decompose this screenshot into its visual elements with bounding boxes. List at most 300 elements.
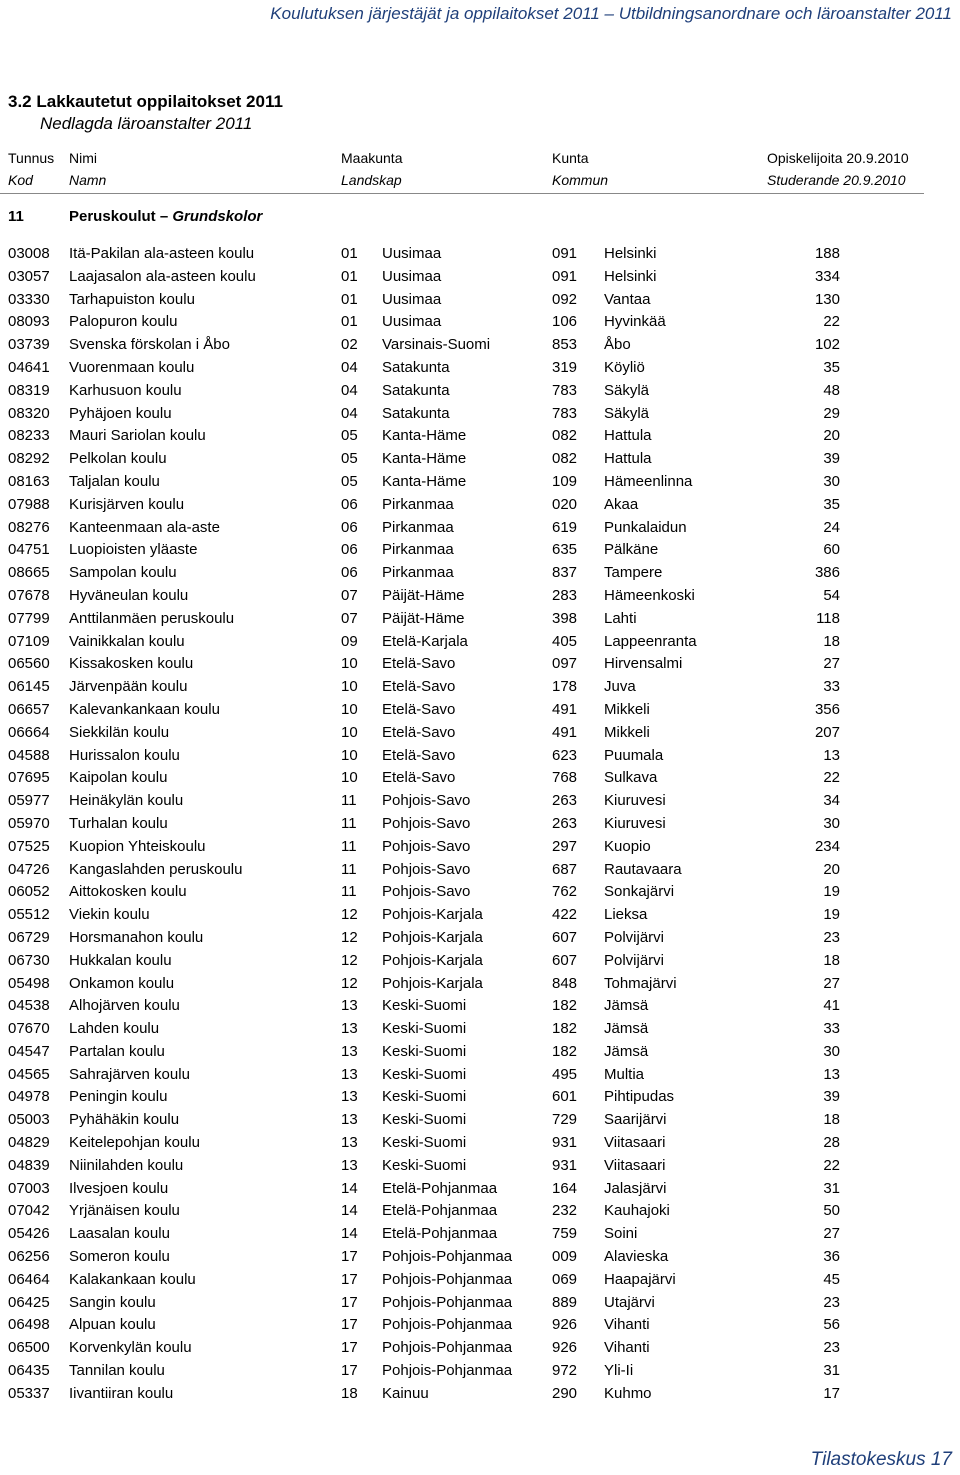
table-row — [0, 587, 924, 610]
cell-nimi: Partalan koulu — [69, 1042, 165, 1060]
cell-tunnus: 04829 — [8, 1134, 50, 1152]
cell-opiskelijoita: 22 — [823, 1156, 840, 1174]
cell-maakunta-code: 14 — [341, 1202, 358, 1220]
cell-maakunta-name: Varsinais-Suomi — [382, 336, 491, 354]
cell-kunta-code: 491 — [552, 723, 578, 741]
cell-opiskelijoita: 20 — [823, 427, 840, 445]
cell-maakunta-code: 11 — [341, 837, 357, 855]
cell-maakunta-name: Keski-Suomi — [382, 1134, 467, 1152]
table-row — [0, 1088, 924, 1111]
cell-opiskelijoita: 27 — [823, 1225, 840, 1243]
cell-maakunta-code: 11 — [341, 792, 357, 810]
cell-maakunta-code: 01 — [341, 313, 358, 331]
cell-maakunta-name: Kainuu — [382, 1384, 429, 1402]
cell-opiskelijoita: 18 — [823, 632, 840, 650]
column-header-kunta: Kunta — [552, 150, 589, 166]
cell-nimi: Viekin koulu — [69, 906, 150, 924]
cell-kunta-name: Vihanti — [604, 1316, 650, 1334]
cell-maakunta-code: 11 — [341, 860, 357, 878]
cell-opiskelijoita: 28 — [823, 1134, 840, 1152]
cell-maakunta-name: Pohjois-Savo — [382, 792, 471, 810]
cell-opiskelijoita: 20 — [823, 860, 840, 878]
section-title: 3.2 Lakkautetut oppilaitokset 2011 — [8, 92, 283, 111]
cell-maakunta-name: Pirkanmaa — [382, 541, 454, 559]
cell-maakunta-name: Pohjois-Karjala — [382, 951, 483, 969]
column-header-opiskelijoita: Opiskelijoita 20.9.2010 — [767, 150, 909, 166]
cell-kunta-code: 069 — [552, 1270, 578, 1288]
cell-kunta-code: 009 — [552, 1248, 578, 1266]
page-footer: Tilastokeskus 17 — [810, 1449, 952, 1470]
cell-maakunta-code: 13 — [341, 1111, 358, 1129]
cell-nimi: Pyhäjoen koulu — [69, 404, 172, 422]
cell-opiskelijoita: 19 — [823, 883, 840, 901]
group-name — [69, 208, 262, 225]
cell-nimi: Svenska förskolan i Åbo — [69, 336, 230, 354]
cell-nimi: Lahden koulu — [69, 1020, 160, 1038]
cell-maakunta-name: Etelä-Savo — [382, 723, 456, 741]
cell-opiskelijoita: 30 — [823, 1042, 840, 1060]
cell-nimi: Kalakankaan koulu — [69, 1270, 196, 1288]
cell-maakunta-name: Kanta-Häme — [382, 472, 467, 490]
cell-kunta-code: 759 — [552, 1225, 578, 1243]
cell-kunta-code: 319 — [552, 358, 578, 376]
cell-tunnus: 05512 — [8, 906, 50, 924]
cell-nimi: Kuopion Yhteiskoulu — [69, 837, 206, 855]
cell-maakunta-code: 12 — [341, 951, 358, 969]
cell-kunta-name: Kiuruvesi — [604, 792, 666, 810]
cell-maakunta-name: Kanta-Häme — [382, 427, 467, 445]
cell-maakunta-code: 06 — [341, 541, 358, 559]
column-header-maakunta: Maakunta — [341, 150, 403, 166]
cell-kunta-code: 853 — [552, 336, 578, 354]
cell-tunnus: 08320 — [8, 404, 50, 422]
column-header-kod: Kod — [8, 172, 33, 188]
cell-tunnus: 06498 — [8, 1316, 50, 1334]
cell-maakunta-code: 14 — [341, 1179, 358, 1197]
cell-kunta-name: Akaa — [604, 495, 639, 513]
cell-opiskelijoita: 22 — [823, 313, 840, 331]
cell-tunnus: 08233 — [8, 427, 50, 445]
cell-tunnus: 05003 — [8, 1111, 50, 1129]
table-header-sv — [0, 172, 924, 194]
cell-maakunta-name: Etelä-Pohjanmaa — [382, 1202, 498, 1220]
cell-kunta-name: Yli-Ii — [604, 1362, 634, 1380]
table-row — [0, 861, 924, 884]
cell-kunta-name: Utajärvi — [604, 1293, 655, 1311]
cell-opiskelijoita: 19 — [823, 906, 840, 924]
group-name-sep: – — [155, 208, 173, 225]
table-row — [0, 1066, 924, 1089]
cell-kunta-code: 783 — [552, 381, 578, 399]
cell-opiskelijoita: 18 — [823, 951, 840, 969]
cell-maakunta-code: 06 — [341, 495, 358, 513]
cell-tunnus: 05498 — [8, 974, 50, 992]
cell-kunta-name: Saarijärvi — [604, 1111, 667, 1129]
cell-opiskelijoita: 356 — [814, 700, 840, 718]
cell-opiskelijoita: 234 — [814, 837, 840, 855]
cell-nimi: Kaipolan koulu — [69, 769, 168, 787]
cell-tunnus: 03330 — [8, 290, 50, 308]
cell-nimi: Hukkalan koulu — [69, 951, 172, 969]
cell-tunnus: 06256 — [8, 1248, 50, 1266]
cell-maakunta-code: 17 — [341, 1248, 358, 1266]
table-row — [0, 1134, 924, 1157]
cell-kunta-code: 422 — [552, 906, 578, 924]
table-row — [0, 336, 924, 359]
cell-nimi: Iivantiiran koulu — [69, 1384, 174, 1402]
table-row — [0, 906, 924, 929]
cell-maakunta-code: 12 — [341, 928, 358, 946]
cell-nimi: Yrjänäisen koulu — [69, 1202, 180, 1220]
cell-nimi: Kurisjärven koulu — [69, 495, 185, 513]
cell-maakunta-code: 01 — [341, 267, 358, 285]
table-row — [0, 883, 924, 906]
cell-opiskelijoita: 31 — [823, 1179, 840, 1197]
table-row — [0, 1157, 924, 1180]
cell-tunnus: 04751 — [8, 541, 50, 559]
cell-nimi: Karhusuon koulu — [69, 381, 182, 399]
cell-maakunta-code: 13 — [341, 1156, 358, 1174]
cell-kunta-name: Jämsä — [604, 1042, 649, 1060]
cell-maakunta-name: Uusimaa — [382, 313, 442, 331]
cell-opiskelijoita: 207 — [814, 723, 840, 741]
table-row — [0, 519, 924, 542]
cell-maakunta-code: 10 — [341, 700, 358, 718]
cell-nimi: Kissakosken koulu — [69, 655, 194, 673]
cell-maakunta-name: Pirkanmaa — [382, 495, 454, 513]
table-row — [0, 405, 924, 428]
cell-nimi: Kalevankankaan koulu — [69, 700, 220, 718]
table-row — [0, 975, 924, 998]
cell-maakunta-code: 10 — [341, 678, 358, 696]
table-row — [0, 1316, 924, 1339]
cell-opiskelijoita: 29 — [823, 404, 840, 422]
cell-tunnus: 07109 — [8, 632, 50, 650]
cell-maakunta-code: 11 — [341, 814, 357, 832]
cell-tunnus: 08276 — [8, 518, 50, 536]
cell-tunnus: 07525 — [8, 837, 50, 855]
cell-opiskelijoita: 35 — [823, 358, 840, 376]
cell-maakunta-code: 12 — [341, 974, 358, 992]
cell-kunta-code: 783 — [552, 404, 578, 422]
cell-kunta-code: 848 — [552, 974, 578, 992]
cell-maakunta-name: Keski-Suomi — [382, 1111, 467, 1129]
cell-tunnus: 08292 — [8, 450, 50, 468]
table-row — [0, 564, 924, 587]
cell-kunta-name: Hyvinkää — [604, 313, 666, 331]
table-row — [0, 450, 924, 473]
cell-kunta-code: 398 — [552, 609, 578, 627]
cell-opiskelijoita: 54 — [823, 586, 840, 604]
cell-nimi: Järvenpään koulu — [69, 678, 188, 696]
cell-kunta-name: Viitasaari — [604, 1156, 666, 1174]
cell-kunta-name: Kauhajoki — [604, 1202, 670, 1220]
cell-maakunta-code: 13 — [341, 1065, 358, 1083]
cell-kunta-name: Puumala — [604, 746, 664, 764]
cell-tunnus: 04726 — [8, 860, 50, 878]
cell-kunta-code: 097 — [552, 655, 578, 673]
column-header-studerande: Studerande 20.9.2010 — [767, 172, 906, 188]
table-row — [0, 678, 924, 701]
cell-maakunta-name: Päijät-Häme — [382, 609, 465, 627]
cell-maakunta-name: Keski-Suomi — [382, 1065, 467, 1083]
cell-opiskelijoita: 118 — [816, 609, 840, 627]
cell-maakunta-name: Satakunta — [382, 404, 450, 422]
cell-nimi: Keitelepohjan koulu — [69, 1134, 200, 1152]
cell-maakunta-name: Kanta-Häme — [382, 450, 467, 468]
cell-tunnus: 04641 — [8, 358, 50, 376]
cell-tunnus: 04588 — [8, 746, 50, 764]
cell-kunta-name: Helsinki — [604, 245, 657, 262]
cell-maakunta-name: Keski-Suomi — [382, 1020, 467, 1038]
table-row — [0, 952, 924, 975]
cell-maakunta-name: Pohjois-Savo — [382, 837, 471, 855]
cell-kunta-code: 687 — [552, 860, 578, 878]
cell-kunta-name: Pälkäne — [604, 541, 659, 559]
cell-nimi: Tannilan koulu — [69, 1362, 165, 1380]
cell-opiskelijoita: 386 — [814, 564, 840, 582]
cell-nimi: Korvenkylän koulu — [69, 1339, 192, 1357]
cell-nimi: Hurissalon koulu — [69, 746, 180, 764]
cell-kunta-code: 182 — [552, 1020, 578, 1038]
cell-kunta-code: 178 — [552, 678, 578, 696]
cell-maakunta-name: Pohjois-Pohjanmaa — [382, 1362, 513, 1380]
cell-kunta-name: Mikkeli — [604, 700, 650, 718]
cell-kunta-code: 729 — [552, 1111, 578, 1129]
cell-tunnus: 05337 — [8, 1384, 50, 1402]
cell-kunta-name: Mikkeli — [604, 723, 650, 741]
cell-opiskelijoita: 39 — [823, 450, 840, 468]
table-row — [0, 1225, 924, 1248]
cell-maakunta-name: Uusimaa — [382, 245, 442, 262]
cell-nimi: Anttilanmäen peruskoulu — [69, 609, 235, 627]
cell-kunta-name: Hämeenlinna — [604, 472, 693, 490]
cell-tunnus: 06664 — [8, 723, 50, 741]
cell-maakunta-code: 01 — [341, 245, 358, 262]
cell-maakunta-code: 09 — [341, 632, 358, 650]
cell-kunta-code: 106 — [552, 313, 578, 331]
cell-opiskelijoita: 33 — [823, 1020, 840, 1038]
cell-opiskelijoita: 31 — [823, 1362, 840, 1380]
cell-opiskelijoita: 45 — [823, 1270, 840, 1288]
cell-nimi: Aittokosken koulu — [69, 883, 187, 901]
cell-opiskelijoita: 22 — [823, 769, 840, 787]
cell-nimi: Palopuron koulu — [69, 313, 178, 331]
cell-maakunta-code: 05 — [341, 472, 358, 490]
cell-maakunta-code: 14 — [341, 1225, 358, 1243]
cell-kunta-name: Kuopio — [604, 837, 651, 855]
cell-maakunta-code: 12 — [341, 906, 358, 924]
cell-opiskelijoita: 334 — [814, 267, 840, 285]
cell-opiskelijoita: 50 — [823, 1202, 840, 1220]
group-name-sv: Grundskolor — [172, 208, 263, 225]
cell-opiskelijoita: 33 — [823, 678, 840, 696]
cell-nimi: Pelkolan koulu — [69, 450, 167, 468]
table-row — [0, 655, 924, 678]
cell-kunta-code: 020 — [552, 495, 578, 513]
cell-opiskelijoita: 18 — [823, 1111, 840, 1129]
table-row — [0, 1202, 924, 1225]
cell-opiskelijoita: 56 — [823, 1316, 840, 1334]
cell-tunnus: 06464 — [8, 1270, 50, 1288]
cell-kunta-code: 762 — [552, 883, 578, 901]
cell-nimi: Kangaslahden peruskoulu — [69, 860, 243, 878]
cell-tunnus: 08319 — [8, 381, 50, 399]
cell-kunta-code: 182 — [552, 997, 578, 1015]
cell-kunta-name: Lappeenranta — [604, 632, 697, 650]
table-row — [0, 1248, 924, 1271]
cell-maakunta-name: Etelä-Savo — [382, 769, 456, 787]
cell-nimi: Luopioisten yläaste — [69, 541, 198, 559]
page-header: Koulutuksen järjestäjät ja oppilaitokset 2011 – Utbildningsanordnare och läroanstalter 2011 — [270, 4, 952, 23]
cell-kunta-name: Jämsä — [604, 997, 649, 1015]
cell-kunta-code: 297 — [552, 837, 578, 855]
table-row — [0, 997, 924, 1020]
cell-opiskelijoita: 102 — [814, 336, 840, 354]
cell-tunnus: 07042 — [8, 1202, 50, 1220]
cell-opiskelijoita: 27 — [823, 974, 840, 992]
cell-opiskelijoita: 48 — [823, 381, 840, 399]
cell-tunnus: 04978 — [8, 1088, 50, 1106]
cell-kunta-name: Kiuruvesi — [604, 814, 666, 832]
cell-maakunta-name: Keski-Suomi — [382, 1156, 467, 1174]
cell-opiskelijoita: 36 — [823, 1248, 840, 1266]
cell-maakunta-code: 11 — [341, 883, 357, 901]
column-header-namn: Namn — [69, 172, 107, 188]
cell-kunta-code: 837 — [552, 564, 578, 582]
cell-nimi: Laajasalon ala-asteen koulu — [69, 267, 256, 285]
table-row — [0, 1271, 924, 1294]
cell-opiskelijoita: 35 — [823, 495, 840, 513]
cell-kunta-name: Helsinki — [604, 267, 657, 285]
cell-opiskelijoita: 27 — [823, 655, 840, 673]
cell-opiskelijoita: 130 — [814, 290, 840, 308]
cell-opiskelijoita: 188 — [814, 245, 840, 262]
table-row — [0, 473, 924, 496]
cell-kunta-name: Säkylä — [604, 404, 650, 422]
cell-tunnus: 05977 — [8, 792, 50, 810]
cell-maakunta-name: Etelä-Savo — [382, 655, 456, 673]
cell-maakunta-name: Pohjois-Karjala — [382, 974, 483, 992]
cell-maakunta-code: 13 — [341, 1042, 358, 1060]
cell-kunta-name: Multia — [604, 1065, 645, 1083]
cell-maakunta-code: 17 — [341, 1270, 358, 1288]
cell-kunta-code: 164 — [552, 1179, 578, 1197]
cell-kunta-code: 931 — [552, 1134, 578, 1152]
cell-opiskelijoita: 30 — [823, 472, 840, 490]
group-code: 11 — [8, 208, 24, 225]
cell-maakunta-name: Satakunta — [382, 381, 450, 399]
cell-tunnus: 04547 — [8, 1042, 50, 1060]
table-row — [0, 1020, 924, 1043]
cell-maakunta-name: Pohjois-Karjala — [382, 906, 483, 924]
table-row — [0, 427, 924, 450]
cell-tunnus: 08665 — [8, 564, 50, 582]
column-header-landskap: Landskap — [341, 172, 402, 188]
column-header-nimi: Nimi — [69, 150, 97, 166]
table-row — [0, 747, 924, 770]
table-row — [0, 633, 924, 656]
cell-opiskelijoita: 23 — [823, 928, 840, 946]
table-row — [0, 1180, 924, 1203]
cell-maakunta-name: Pirkanmaa — [382, 518, 454, 536]
cell-kunta-code: 182 — [552, 1042, 578, 1060]
cell-maakunta-name: Päijät-Häme — [382, 586, 465, 604]
cell-opiskelijoita: 30 — [823, 814, 840, 832]
table-row — [0, 1294, 924, 1317]
cell-maakunta-code: 06 — [341, 518, 358, 536]
cell-maakunta-name: Etelä-Karjala — [382, 632, 468, 650]
cell-kunta-name: Hämeenkoski — [604, 586, 695, 604]
cell-kunta-code: 082 — [552, 450, 578, 468]
cell-maakunta-code: 07 — [341, 586, 358, 604]
table-row — [0, 541, 924, 564]
cell-maakunta-name: Keski-Suomi — [382, 1088, 467, 1106]
cell-kunta-name: Åbo — [604, 336, 631, 354]
cell-maakunta-name: Keski-Suomi — [382, 997, 467, 1015]
cell-maakunta-code: 02 — [341, 336, 358, 354]
cell-kunta-code: 619 — [552, 518, 578, 536]
cell-tunnus: 06730 — [8, 951, 50, 969]
cell-nimi: Itä-Pakilan ala-asteen koulu — [69, 245, 255, 262]
cell-maakunta-name: Pohjois-Karjala — [382, 928, 483, 946]
cell-maakunta-name: Etelä-Pohjanmaa — [382, 1225, 498, 1243]
cell-maakunta-code: 04 — [341, 358, 358, 376]
cell-tunnus: 03739 — [8, 336, 50, 354]
cell-maakunta-code: 01 — [341, 290, 358, 308]
cell-tunnus: 03008 — [8, 245, 50, 262]
cell-kunta-name: Tampere — [604, 564, 663, 582]
cell-nimi: Mauri Sariolan koulu — [69, 427, 206, 445]
table-row — [0, 815, 924, 838]
cell-tunnus: 06052 — [8, 883, 50, 901]
cell-maakunta-name: Etelä-Pohjanmaa — [382, 1179, 498, 1197]
cell-nimi: Vuorenmaan koulu — [69, 358, 195, 376]
cell-maakunta-name: Pohjois-Pohjanmaa — [382, 1248, 513, 1266]
cell-maakunta-name: Pohjois-Savo — [382, 814, 471, 832]
cell-tunnus: 07678 — [8, 586, 50, 604]
cell-maakunta-name: Pohjois-Savo — [382, 883, 471, 901]
cell-kunta-code: 263 — [552, 814, 578, 832]
cell-tunnus: 07670 — [8, 1020, 50, 1038]
cell-tunnus: 05970 — [8, 814, 50, 832]
cell-tunnus: 07799 — [8, 609, 50, 627]
cell-kunta-name: Hattula — [604, 427, 652, 445]
cell-nimi: Vainikkalan koulu — [69, 632, 185, 650]
table-row — [0, 1339, 924, 1362]
cell-opiskelijoita: 41 — [823, 997, 840, 1015]
cell-tunnus: 07695 — [8, 769, 50, 787]
cell-maakunta-code: 04 — [341, 404, 358, 422]
cell-maakunta-code: 10 — [341, 746, 358, 764]
cell-nimi: Sangin koulu — [69, 1293, 156, 1311]
cell-kunta-name: Jalasjärvi — [604, 1179, 667, 1197]
table-header-fi — [0, 150, 924, 172]
table-row — [0, 929, 924, 952]
cell-maakunta-code: 06 — [341, 564, 358, 582]
cell-kunta-name: Viitasaari — [604, 1134, 666, 1152]
cell-maakunta-name: Uusimaa — [382, 267, 442, 285]
cell-kunta-code: 283 — [552, 586, 578, 604]
cell-maakunta-code: 04 — [341, 381, 358, 399]
section-subtitle: Nedlagda läroanstalter 2011 — [40, 114, 253, 133]
table-row — [0, 496, 924, 519]
cell-kunta-code: 931 — [552, 1156, 578, 1174]
table-row — [0, 838, 924, 861]
cell-kunta-code: 232 — [552, 1202, 578, 1220]
cell-kunta-name: Haapajärvi — [604, 1270, 676, 1288]
cell-opiskelijoita: 17 — [823, 1384, 840, 1402]
